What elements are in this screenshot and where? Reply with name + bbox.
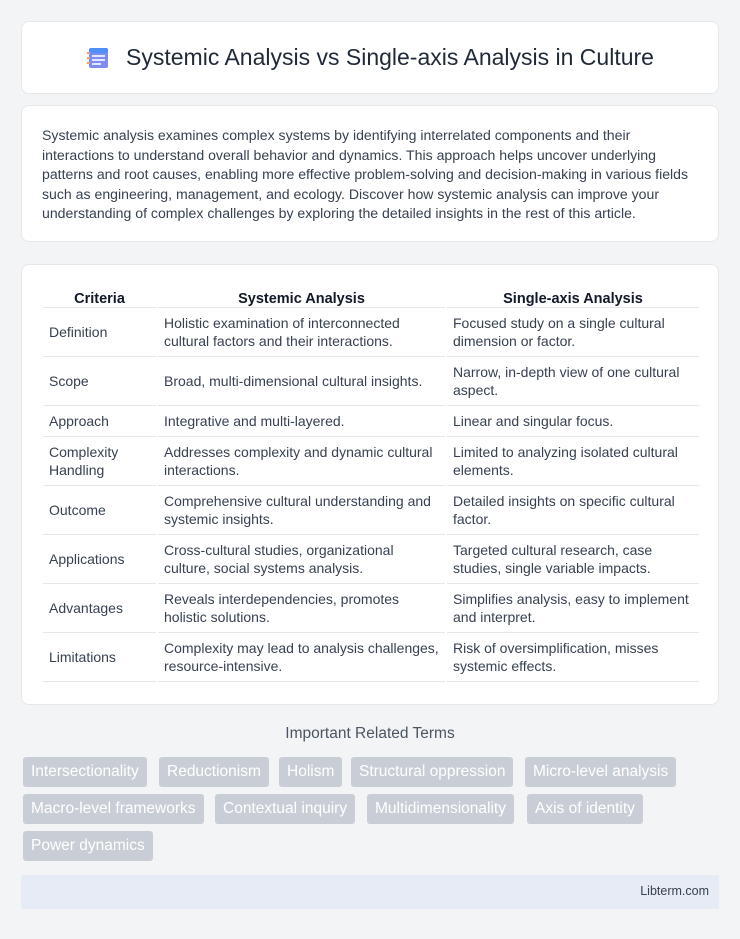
table-row: [43, 534, 699, 583]
related-terms-title: Important Related Terms: [285, 725, 455, 742]
table-row: [43, 405, 699, 436]
systemic-cell: Holistic examination of interconnected cultural factors and their interactions.: [157, 307, 446, 356]
systemic-cell: Broad, multi-dimensional cultural insights.: [157, 356, 446, 405]
table-row: [43, 583, 699, 632]
related-term-tag[interactable]: Multidimensionality: [367, 794, 514, 824]
column-header-systemic: Systemic Analysis: [157, 285, 446, 307]
related-term-tag[interactable]: Intersectionality: [23, 757, 147, 787]
column-header-criteria: Criteria: [43, 285, 157, 307]
criteria-cell: Applications: [43, 534, 157, 583]
related-term-tag[interactable]: Axis of identity: [527, 794, 643, 824]
related-term-tag[interactable]: Contextual inquiry: [215, 794, 355, 824]
single-axis-cell: Limited to analyzing isolated cultural elements.: [446, 436, 699, 485]
intro-paragraph: Systemic analysis examines complex systems by identifying interrelated components and their interactions to understand overall behavior and dynamics. This approach helps uncover underlying patterns and root causes, enabling more effective problem-solving and decision-making in various fields such as engineering, management, and ecology. Discover how systemic analysis can improve your understanding of complex challenges by exploring the detailed insights in the rest of this article.: [42, 127, 689, 221]
single-axis-cell: Targeted cultural research, case studies, single variable impacts.: [446, 534, 699, 583]
table-row: [43, 632, 699, 681]
criteria-cell: Advantages: [43, 583, 157, 632]
criteria-cell: Approach: [43, 405, 157, 436]
systemic-cell: Comprehensive cultural understanding and systemic insights.: [157, 485, 446, 534]
related-term-tag[interactable]: Power dynamics: [23, 831, 153, 861]
systemic-cell: Integrative and multi-layered.: [157, 405, 446, 436]
comparison-card: [21, 264, 719, 705]
header-card: [21, 21, 719, 94]
single-axis-cell: Narrow, in-depth view of one cultural aspect.: [446, 356, 699, 405]
single-axis-cell: Simplifies analysis, easy to implement and interpret.: [446, 583, 699, 632]
table-header-row: [43, 285, 699, 307]
intro-card: [21, 105, 719, 242]
systemic-cell: Cross-cultural studies, organizational culture, social systems analysis.: [157, 534, 446, 583]
criteria-cell: Outcome: [43, 485, 157, 534]
related-term-tag[interactable]: Holism: [279, 757, 342, 787]
single-axis-cell: Detailed insights on specific cultural factor.: [446, 485, 699, 534]
table-row: [43, 356, 699, 405]
related-term-tag[interactable]: Reductionism: [159, 757, 269, 787]
footer-site-link[interactable]: Libterm.com: [640, 884, 709, 898]
single-axis-cell: Risk of oversimplification, misses systemic effects.: [446, 632, 699, 681]
related-term-tag[interactable]: Structural oppression: [351, 757, 513, 787]
single-axis-cell: Linear and singular focus.: [446, 405, 699, 436]
single-axis-cell: Focused study on a single cultural dimension or factor.: [446, 307, 699, 356]
table-row: [43, 436, 699, 485]
systemic-cell: Reveals interdependencies, promotes holistic solutions.: [157, 583, 446, 632]
comparison-table: [43, 285, 699, 682]
systemic-cell: Addresses complexity and dynamic cultural interactions.: [157, 436, 446, 485]
criteria-cell: Scope: [43, 356, 157, 405]
table-row: [43, 485, 699, 534]
related-term-tag[interactable]: Micro-level analysis: [525, 757, 676, 787]
table-row: [43, 307, 699, 356]
related-term-tag[interactable]: Macro-level frameworks: [23, 794, 204, 824]
criteria-cell: Complexity Handling: [43, 436, 157, 485]
page-title: Systemic Analysis vs Single-axis Analysis in Culture: [126, 44, 654, 70]
criteria-cell: Limitations: [43, 632, 157, 681]
criteria-cell: Definition: [43, 307, 157, 356]
footer: [21, 875, 719, 909]
systemic-cell: Complexity may lead to analysis challenges, resource-intensive.: [157, 632, 446, 681]
book-icon: [86, 46, 112, 70]
column-header-single-axis: Single-axis Analysis: [446, 285, 699, 307]
title-wrap: [86, 44, 654, 71]
